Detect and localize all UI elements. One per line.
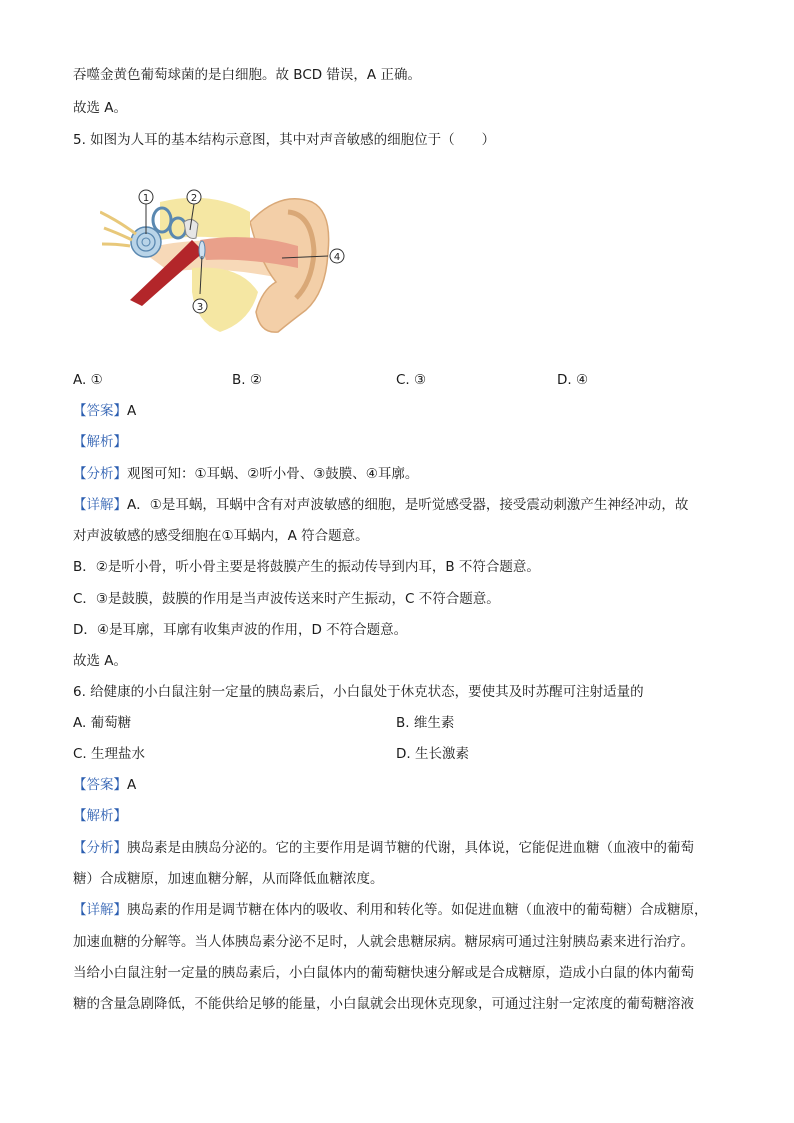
q5-analysis-tag: 【解析】 xyxy=(73,434,127,450)
figure-label-2 xyxy=(187,190,201,204)
text-line: 吞噬金黄色葡萄球菌的是白细胞。故 BCD 错误，A 正确。 xyxy=(73,67,421,83)
question-5-stem: 5. 如图为人耳的基本结构示意图，其中对声音敏感的细胞位于（ ） xyxy=(73,132,496,148)
q6-option-d: D. 生长激素 xyxy=(396,746,469,762)
q6-detail: 【详解】胰岛素的作用是调节糖在体内的吸收、利用和转化等。如促进血糖（血液中的葡萄糖）合成糖原， xyxy=(73,902,708,918)
text-line: D．④是耳廓，耳廓有收集声波的作用，D 不符合题意。 xyxy=(73,622,408,638)
text-line: 糖的含量急剧降低，不能供给足够的能量，小白鼠就会出现休克现象，可通过注射一定浓度的葡萄糖溶液 xyxy=(73,996,694,1012)
q5-option-d: D. ④ xyxy=(557,372,589,388)
q6-option-c: C. 生理盐水 xyxy=(73,746,146,762)
text-line: B．②是听小骨，听小骨主要是将鼓膜产生的振动传导到内耳，B 不符合题意。 xyxy=(73,559,540,575)
svg-text:3: 3 xyxy=(196,302,204,313)
text-line: 糖）合成糖原，加速血糖分解，从而降低血糖浓度。 xyxy=(73,871,384,887)
text-line: 故选 A。 xyxy=(73,100,128,116)
svg-text:2: 2 xyxy=(190,193,198,204)
figure-label-3 xyxy=(193,299,207,313)
text-line: 对声波敏感的感受细胞在①耳蜗内，A 符合题意。 xyxy=(73,528,369,544)
figure-label-4 xyxy=(330,249,344,263)
q6-analysis: 【分析】胰岛素是由胰岛分泌的。它的主要作用是调节糖的代谢，具体说，它能促进血糖（血液中的葡萄 xyxy=(73,840,694,856)
q5-analysis: 【分析】观图可知：①耳蜗、②听小骨、③鼓膜、④耳廓。 xyxy=(73,466,419,482)
text-line: C．③是鼓膜，鼓膜的作用是当声波传送来时产生振动，C 不符合题意。 xyxy=(73,591,500,607)
q5-option-b: B. ② xyxy=(232,372,262,388)
figure-label-1 xyxy=(139,190,153,204)
text-line: 故选 A。 xyxy=(73,653,128,669)
text-line: 加速血糖的分解等。当人体胰岛素分泌不足时，人就会患糖尿病。糖尿病可通过注射胰岛素来进行治疗。 xyxy=(73,934,694,950)
svg-text:4: 4 xyxy=(333,252,341,263)
q5-option-c: C. ③ xyxy=(396,372,427,388)
q6-answer: 【答案】A xyxy=(73,777,137,793)
q5-answer: 【答案】A xyxy=(73,403,137,419)
question-6-stem: 6. 给健康的小白鼠注射一定量的胰岛素后，小白鼠处于休克状态，要使其及时苏醒可注射适量的 xyxy=(73,684,644,700)
answer-tag: 【答案】 xyxy=(73,403,127,419)
q6-option-a: A. 葡萄糖 xyxy=(73,715,132,731)
text-line: 当给小白鼠注射一定量的胰岛素后，小白鼠体内的葡萄糖快速分解或是合成糖原，造成小白鼠的体内葡萄 xyxy=(73,965,694,981)
svg-text:1: 1 xyxy=(142,193,150,204)
q5-detail: 【详解】A．①是耳蜗，耳蜗中含有对声波敏感的细胞，是听觉感受器，接受震动刺激产生神经冲动，故 xyxy=(73,497,689,513)
q6-analysis-tag: 【解析】 xyxy=(73,808,127,824)
q6-option-b: B. 维生素 xyxy=(396,715,455,731)
ear-structure-figure xyxy=(100,182,350,342)
q5-option-a: A. ① xyxy=(73,372,103,388)
